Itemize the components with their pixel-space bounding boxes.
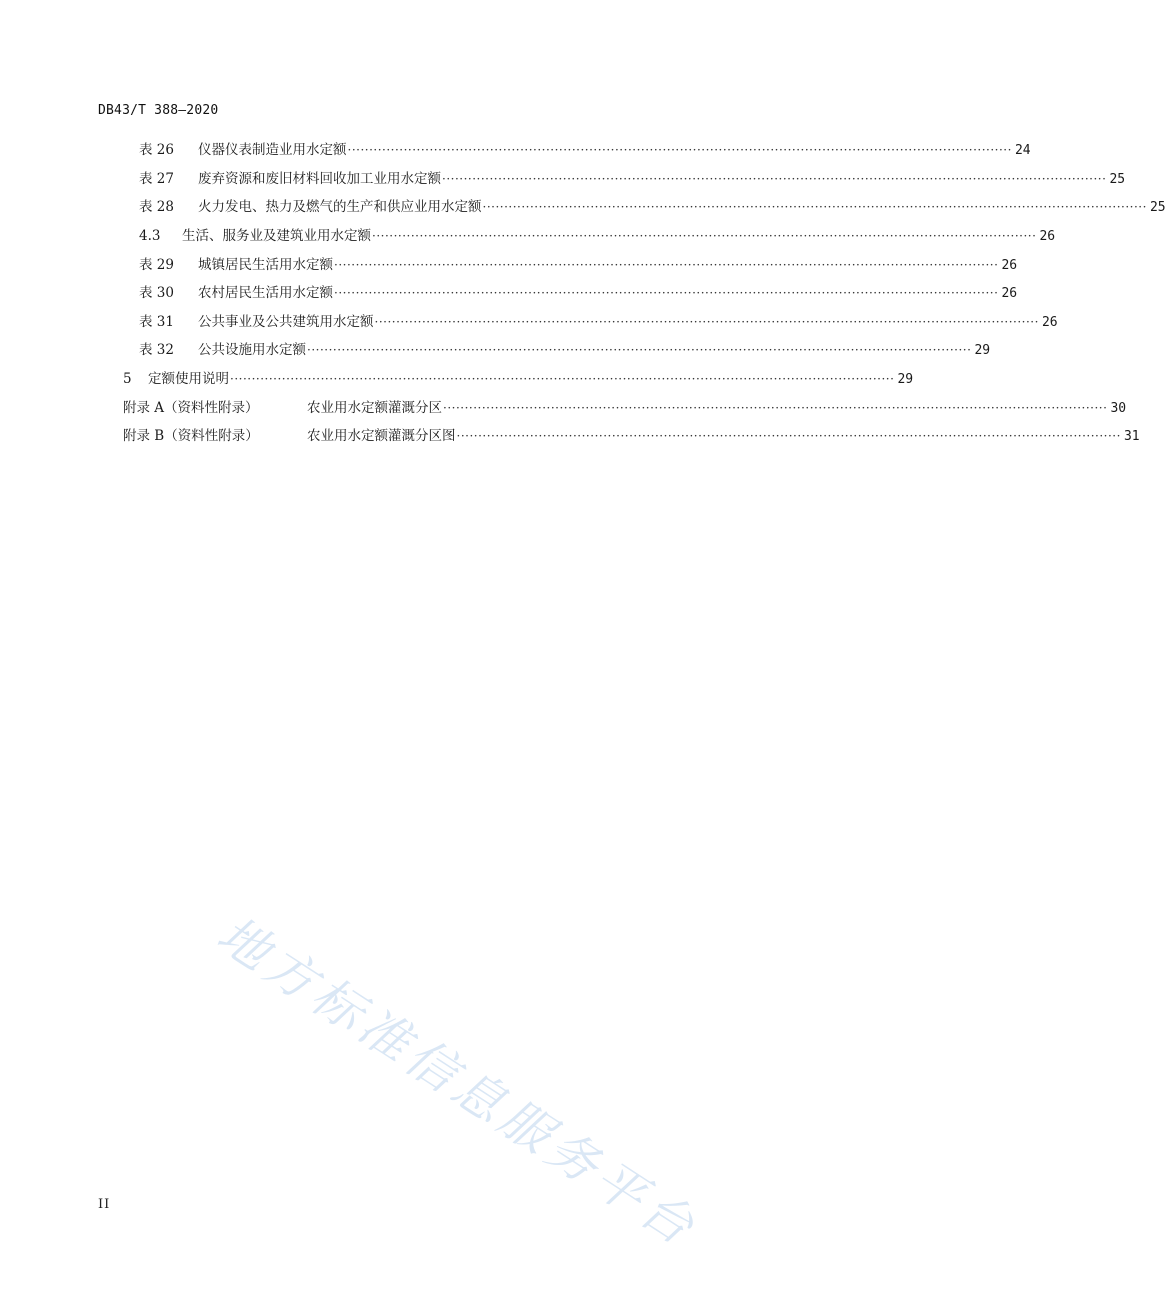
- toc-entry-page: 26: [1001, 286, 1018, 301]
- toc-entry-page: 29: [974, 343, 991, 358]
- toc-entry-section-5[interactable]: [123, 369, 914, 389]
- toc-leader-dots: ··························································································································································: [456, 429, 1121, 443]
- toc-entry-title: 城镇居民生活用水定额: [198, 257, 333, 273]
- toc-leader-dots: ··························································································································································: [372, 229, 1037, 243]
- toc-entry-number: 5: [123, 371, 132, 387]
- toc-entry-number: 附录 A（资料性附录）: [123, 400, 259, 416]
- toc-entry-number: 表 30: [139, 285, 174, 301]
- toc-entry-number: 表 29: [139, 257, 174, 273]
- document-code: DB43/T 388—2020: [98, 103, 219, 118]
- toc-entry-page: 26: [1001, 258, 1018, 273]
- footer-page-number: II: [98, 1197, 111, 1212]
- toc-entry-number: 表 27: [139, 171, 174, 187]
- toc-entry-page: 29: [897, 372, 914, 387]
- toc-entry-title: 公共设施用水定额: [198, 342, 306, 358]
- toc-entry-title: 定额使用说明: [148, 371, 229, 387]
- toc-entry-page: 25: [1109, 172, 1126, 187]
- toc-entry-title: 公共事业及公共建筑用水定额: [198, 314, 374, 330]
- toc-entry-number: 表 28: [139, 199, 174, 215]
- toc-entry-table-28[interactable]: [139, 197, 1166, 217]
- toc-entry-title: 废弃资源和废旧材料回收加工业用水定额: [198, 171, 441, 187]
- toc-leader-dots: ··························································································································································: [442, 172, 1107, 186]
- toc-entry-number: 附录 B（资料性附录）: [123, 428, 259, 444]
- toc-entry-title: 生活、服务业及建筑业用水定额: [182, 228, 371, 244]
- toc-entry-page: 24: [1014, 143, 1031, 158]
- watermark-text: 地方标准信息服务平台: [207, 905, 709, 1259]
- toc-entry-table-27[interactable]: [139, 169, 1126, 189]
- toc-entry-page: 31: [1123, 429, 1140, 444]
- toc-leader-dots: ··························································································································································: [307, 343, 972, 357]
- toc-leader-dots: ··························································································································································: [482, 200, 1147, 214]
- toc-entry-number: 表 31: [139, 314, 174, 330]
- toc-entry-page: 26: [1041, 315, 1058, 330]
- toc-entry-page: 30: [1110, 401, 1127, 416]
- toc-entry-section-4-3[interactable]: [139, 226, 1056, 246]
- toc-entry-page: 26: [1039, 229, 1056, 244]
- toc-entry-appendix-a[interactable]: [123, 398, 1127, 418]
- toc-entry-number: 表 32: [139, 342, 174, 358]
- toc-entry-table-29[interactable]: [139, 255, 1018, 275]
- toc-entry-number: 4.3: [139, 228, 161, 244]
- toc-entry-title: 火力发电、热力及燃气的生产和供应业用水定额: [198, 199, 482, 215]
- toc-entry-table-26[interactable]: [139, 140, 1031, 160]
- toc-leader-dots: ··························································································································································: [374, 315, 1039, 329]
- toc-entry-table-32[interactable]: [139, 340, 991, 360]
- toc-entry-title: 农业用水定额灌溉分区: [307, 400, 442, 416]
- toc-entry-number: 表 26: [139, 142, 174, 158]
- toc-entry-page: 25: [1149, 200, 1166, 215]
- toc-entry-title: 农业用水定额灌溉分区图: [307, 428, 456, 444]
- toc-entry-table-30[interactable]: [139, 283, 1018, 303]
- toc-leader-dots: ··························································································································································: [347, 143, 1012, 157]
- toc-leader-dots: ··························································································································································: [230, 372, 895, 386]
- toc-leader-dots: ··························································································································································: [443, 401, 1108, 415]
- toc-entry-appendix-b[interactable]: [123, 426, 1140, 446]
- toc-leader-dots: ··························································································································································: [334, 286, 999, 300]
- toc-entry-title: 仪器仪表制造业用水定额: [198, 142, 347, 158]
- toc-leader-dots: ··························································································································································: [334, 258, 999, 272]
- toc-entry-table-31[interactable]: [139, 312, 1058, 332]
- toc-entry-title: 农村居民生活用水定额: [198, 285, 333, 301]
